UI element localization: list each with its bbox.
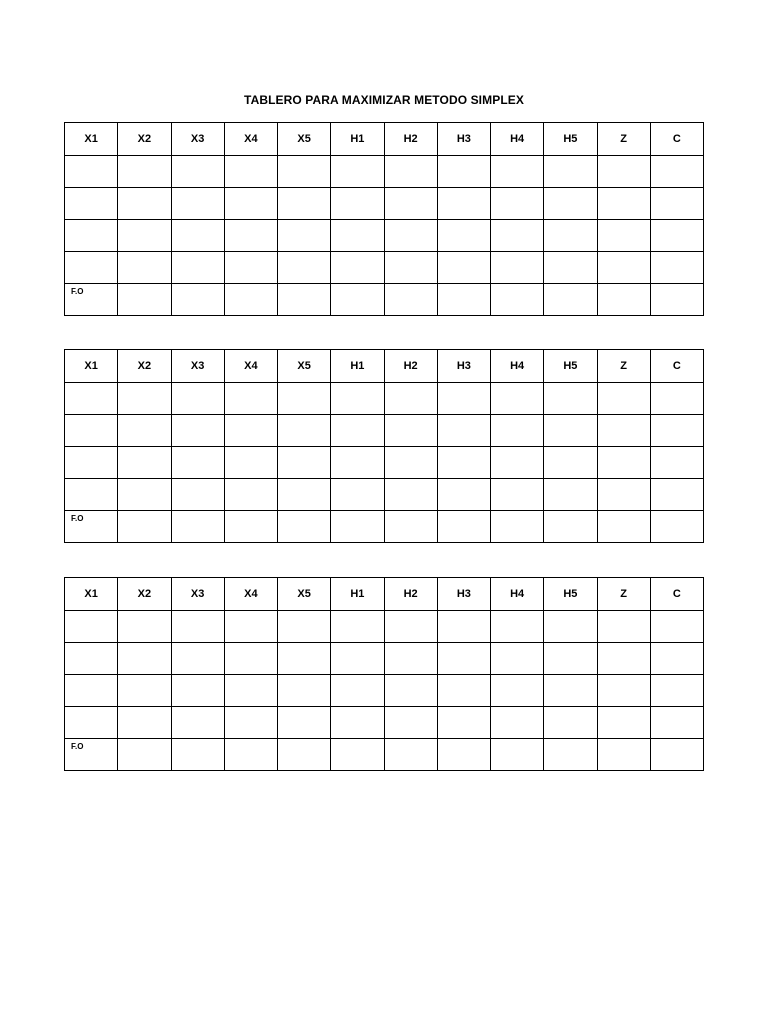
- column-header: X2: [118, 578, 171, 611]
- table-cell[interactable]: [437, 156, 490, 188]
- table-row: [65, 707, 704, 739]
- table-cell[interactable]: [224, 383, 277, 415]
- fo-cell[interactable]: [118, 511, 171, 543]
- fo-cell[interactable]: [118, 739, 171, 771]
- fo-cell[interactable]: [278, 284, 331, 316]
- table-cell[interactable]: [224, 707, 277, 739]
- table-cell[interactable]: [224, 611, 277, 643]
- table-cell[interactable]: [597, 611, 650, 643]
- fo-cell[interactable]: [597, 284, 650, 316]
- table-cell[interactable]: [491, 611, 544, 643]
- table-cell[interactable]: [65, 383, 118, 415]
- table-cell[interactable]: [597, 252, 650, 284]
- table-cell[interactable]: [278, 643, 331, 675]
- fo-cell[interactable]: [118, 284, 171, 316]
- fo-cell[interactable]: [491, 739, 544, 771]
- table-cell[interactable]: [65, 611, 118, 643]
- table-cell[interactable]: [650, 415, 703, 447]
- column-header: X4: [224, 123, 277, 156]
- table-cell[interactable]: [491, 447, 544, 479]
- column-header: H2: [384, 350, 437, 383]
- fo-cell[interactable]: [437, 739, 490, 771]
- table-row: [65, 643, 704, 675]
- table-cell[interactable]: [384, 383, 437, 415]
- fo-label: F.O: [71, 287, 84, 296]
- fo-label-cell[interactable]: [65, 284, 118, 316]
- simplex-table-3: [64, 577, 704, 771]
- table-cell[interactable]: [278, 675, 331, 707]
- header-row: [65, 350, 704, 383]
- page-title: TABLERO PARA MAXIMIZAR METODO SIMPLEX: [244, 93, 524, 107]
- table-cell[interactable]: [544, 415, 597, 447]
- fo-row: [65, 511, 704, 543]
- table-cell[interactable]: [437, 675, 490, 707]
- table-cell[interactable]: [171, 383, 224, 415]
- fo-cell[interactable]: [491, 511, 544, 543]
- table-cell[interactable]: [331, 447, 384, 479]
- table-cell[interactable]: [65, 188, 118, 220]
- column-header: X2: [118, 350, 171, 383]
- table-cell[interactable]: [65, 447, 118, 479]
- table-cell[interactable]: [278, 252, 331, 284]
- column-header: X3: [171, 123, 224, 156]
- fo-cell[interactable]: [384, 739, 437, 771]
- table-cell[interactable]: [650, 156, 703, 188]
- header-row: [65, 123, 704, 156]
- column-header: H5: [544, 578, 597, 611]
- fo-cell[interactable]: [384, 284, 437, 316]
- table-cell[interactable]: [491, 252, 544, 284]
- column-header: C: [650, 123, 703, 156]
- table-row: [65, 479, 704, 511]
- column-header: X2: [118, 123, 171, 156]
- table-cell[interactable]: [597, 415, 650, 447]
- table-cell[interactable]: [171, 415, 224, 447]
- column-header: H3: [437, 350, 490, 383]
- table-cell[interactable]: [491, 220, 544, 252]
- table-cell[interactable]: [331, 643, 384, 675]
- table-cell[interactable]: [384, 479, 437, 511]
- fo-cell[interactable]: [437, 511, 490, 543]
- table-cell[interactable]: [118, 707, 171, 739]
- table-cell[interactable]: [278, 447, 331, 479]
- table-cell[interactable]: [650, 707, 703, 739]
- column-header: H5: [544, 123, 597, 156]
- table-cell[interactable]: [118, 611, 171, 643]
- fo-cell[interactable]: [224, 739, 277, 771]
- fo-cell[interactable]: [384, 511, 437, 543]
- table-cell[interactable]: [118, 188, 171, 220]
- column-header: H3: [437, 123, 490, 156]
- table-cell[interactable]: [650, 479, 703, 511]
- table-cell[interactable]: [331, 220, 384, 252]
- table-cell[interactable]: [491, 707, 544, 739]
- table-cell[interactable]: [491, 675, 544, 707]
- table-row: [65, 156, 704, 188]
- table-cell[interactable]: [544, 479, 597, 511]
- table-cell[interactable]: [597, 383, 650, 415]
- table-cell[interactable]: [544, 707, 597, 739]
- table-cell[interactable]: [331, 707, 384, 739]
- table-cell[interactable]: [224, 643, 277, 675]
- table-cell[interactable]: [118, 479, 171, 511]
- table-cell[interactable]: [224, 188, 277, 220]
- fo-cell[interactable]: [331, 284, 384, 316]
- table-cell[interactable]: [650, 675, 703, 707]
- table-cell[interactable]: [118, 156, 171, 188]
- table-cell[interactable]: [491, 383, 544, 415]
- table-cell[interactable]: [118, 447, 171, 479]
- simplex-table-2: [64, 349, 704, 543]
- table-cell[interactable]: [331, 383, 384, 415]
- table-cell[interactable]: [171, 707, 224, 739]
- table-cell[interactable]: [278, 479, 331, 511]
- simplex-table-1: [64, 122, 704, 316]
- table-cell[interactable]: [437, 415, 490, 447]
- table-cell[interactable]: [171, 675, 224, 707]
- column-header: H4: [491, 123, 544, 156]
- table-cell[interactable]: [597, 188, 650, 220]
- table-cell[interactable]: [278, 415, 331, 447]
- table-cell[interactable]: [437, 188, 490, 220]
- table-cell[interactable]: [544, 252, 597, 284]
- fo-cell[interactable]: [278, 739, 331, 771]
- header-row: [65, 578, 704, 611]
- table-cell[interactable]: [597, 643, 650, 675]
- table-cell[interactable]: [384, 220, 437, 252]
- table-cell[interactable]: [650, 447, 703, 479]
- table-cell[interactable]: [224, 220, 277, 252]
- column-header: X4: [224, 578, 277, 611]
- table-row: [65, 188, 704, 220]
- column-header: H4: [491, 578, 544, 611]
- table-cell[interactable]: [650, 220, 703, 252]
- table-cell[interactable]: [544, 220, 597, 252]
- table-cell[interactable]: [597, 479, 650, 511]
- table-cell[interactable]: [331, 479, 384, 511]
- table-cell[interactable]: [118, 675, 171, 707]
- table-row: [65, 383, 704, 415]
- column-header: X5: [278, 578, 331, 611]
- fo-cell[interactable]: [331, 739, 384, 771]
- table-cell[interactable]: [384, 188, 437, 220]
- table-cell[interactable]: [224, 479, 277, 511]
- table-cell[interactable]: [331, 156, 384, 188]
- table-row: [65, 415, 704, 447]
- table-cell[interactable]: [491, 479, 544, 511]
- table-cell[interactable]: [491, 643, 544, 675]
- column-header: Z: [597, 350, 650, 383]
- table-cell[interactable]: [171, 220, 224, 252]
- table-cell[interactable]: [650, 188, 703, 220]
- fo-cell[interactable]: [650, 284, 703, 316]
- table-cell[interactable]: [384, 156, 437, 188]
- table-cell[interactable]: [65, 252, 118, 284]
- fo-label: F.O: [71, 742, 84, 751]
- fo-cell[interactable]: [544, 284, 597, 316]
- fo-cell[interactable]: [597, 739, 650, 771]
- table-cell[interactable]: [437, 447, 490, 479]
- table-cell[interactable]: [650, 643, 703, 675]
- table-cell[interactable]: [650, 252, 703, 284]
- table-cell[interactable]: [597, 220, 650, 252]
- column-header: C: [650, 578, 703, 611]
- fo-cell[interactable]: [650, 739, 703, 771]
- table-cell[interactable]: [118, 415, 171, 447]
- fo-cell[interactable]: [224, 284, 277, 316]
- column-header: X4: [224, 350, 277, 383]
- table-cell[interactable]: [171, 611, 224, 643]
- table-cell[interactable]: [544, 188, 597, 220]
- table-cell[interactable]: [544, 383, 597, 415]
- table-cell[interactable]: [437, 611, 490, 643]
- table-cell[interactable]: [597, 447, 650, 479]
- table-cell[interactable]: [171, 188, 224, 220]
- fo-cell[interactable]: [171, 284, 224, 316]
- table-row: [65, 611, 704, 643]
- table-cell[interactable]: [65, 479, 118, 511]
- table-cell[interactable]: [278, 383, 331, 415]
- table-cell[interactable]: [331, 188, 384, 220]
- table-cell[interactable]: [65, 156, 118, 188]
- table-cell[interactable]: [544, 156, 597, 188]
- table-cell[interactable]: [597, 675, 650, 707]
- fo-cell[interactable]: [224, 511, 277, 543]
- table-cell[interactable]: [491, 156, 544, 188]
- table-row: [65, 252, 704, 284]
- table-cell[interactable]: [171, 479, 224, 511]
- fo-cell[interactable]: [491, 284, 544, 316]
- table-cell[interactable]: [171, 643, 224, 675]
- table-cell[interactable]: [597, 156, 650, 188]
- table-cell[interactable]: [491, 415, 544, 447]
- table-cell[interactable]: [224, 447, 277, 479]
- table-cell[interactable]: [331, 252, 384, 284]
- fo-cell[interactable]: [437, 284, 490, 316]
- table-cell[interactable]: [437, 252, 490, 284]
- table-cell[interactable]: [118, 383, 171, 415]
- table-cell[interactable]: [331, 415, 384, 447]
- table-cell[interactable]: [278, 156, 331, 188]
- table-cell[interactable]: [118, 252, 171, 284]
- table-cell[interactable]: [437, 643, 490, 675]
- table-cell[interactable]: [224, 675, 277, 707]
- table-cell[interactable]: [224, 415, 277, 447]
- column-header: H4: [491, 350, 544, 383]
- column-header: C: [650, 350, 703, 383]
- column-header: X1: [65, 350, 118, 383]
- column-header: X3: [171, 350, 224, 383]
- column-header: H3: [437, 578, 490, 611]
- table-cell[interactable]: [650, 383, 703, 415]
- fo-cell[interactable]: [278, 511, 331, 543]
- table-cell[interactable]: [171, 252, 224, 284]
- table-cell[interactable]: [544, 643, 597, 675]
- column-header: Z: [597, 123, 650, 156]
- column-header: H1: [331, 123, 384, 156]
- table-cell[interactable]: [331, 675, 384, 707]
- table-cell[interactable]: [437, 707, 490, 739]
- fo-cell[interactable]: [171, 511, 224, 543]
- table-cell[interactable]: [171, 447, 224, 479]
- fo-cell[interactable]: [650, 511, 703, 543]
- table-cell[interactable]: [437, 220, 490, 252]
- column-header: H1: [331, 350, 384, 383]
- table-cell[interactable]: [65, 707, 118, 739]
- table-cell[interactable]: [118, 220, 171, 252]
- table-cell[interactable]: [544, 675, 597, 707]
- column-header: H2: [384, 123, 437, 156]
- table-cell[interactable]: [224, 252, 277, 284]
- table-cell[interactable]: [384, 415, 437, 447]
- table-cell[interactable]: [384, 252, 437, 284]
- table-cell[interactable]: [278, 220, 331, 252]
- fo-cell[interactable]: [331, 511, 384, 543]
- table-row: [65, 675, 704, 707]
- fo-label: F.O: [71, 514, 84, 523]
- table-cell[interactable]: [331, 611, 384, 643]
- table-cell[interactable]: [491, 188, 544, 220]
- table-cell[interactable]: [437, 479, 490, 511]
- fo-cell[interactable]: [544, 739, 597, 771]
- column-header: X1: [65, 578, 118, 611]
- table-cell[interactable]: [650, 611, 703, 643]
- table-cell[interactable]: [384, 447, 437, 479]
- table-cell[interactable]: [118, 643, 171, 675]
- table-cell[interactable]: [171, 156, 224, 188]
- column-header: H2: [384, 578, 437, 611]
- fo-row: [65, 284, 704, 316]
- column-header: H5: [544, 350, 597, 383]
- fo-cell[interactable]: [597, 511, 650, 543]
- table-cell[interactable]: [544, 447, 597, 479]
- table-row: [65, 447, 704, 479]
- table-cell[interactable]: [278, 188, 331, 220]
- table-cell[interactable]: [65, 220, 118, 252]
- table-cell[interactable]: [384, 611, 437, 643]
- table-cell[interactable]: [597, 707, 650, 739]
- table-cell[interactable]: [384, 707, 437, 739]
- column-header: X1: [65, 123, 118, 156]
- column-header: Z: [597, 578, 650, 611]
- fo-label-cell[interactable]: [65, 511, 118, 543]
- table-cell[interactable]: [437, 383, 490, 415]
- fo-row: [65, 739, 704, 771]
- table-cell[interactable]: [65, 415, 118, 447]
- table-cell[interactable]: [384, 675, 437, 707]
- column-header: X5: [278, 123, 331, 156]
- table-cell[interactable]: [384, 643, 437, 675]
- table-row: [65, 220, 704, 252]
- column-header: X3: [171, 578, 224, 611]
- table-cell[interactable]: [278, 707, 331, 739]
- column-header: X5: [278, 350, 331, 383]
- column-header: H1: [331, 578, 384, 611]
- table-cell[interactable]: [544, 611, 597, 643]
- table-cell[interactable]: [65, 643, 118, 675]
- fo-label-cell[interactable]: [65, 739, 118, 771]
- table-cell[interactable]: [278, 611, 331, 643]
- table-cell[interactable]: [224, 156, 277, 188]
- table-cell[interactable]: [65, 675, 118, 707]
- fo-cell[interactable]: [171, 739, 224, 771]
- fo-cell[interactable]: [544, 511, 597, 543]
